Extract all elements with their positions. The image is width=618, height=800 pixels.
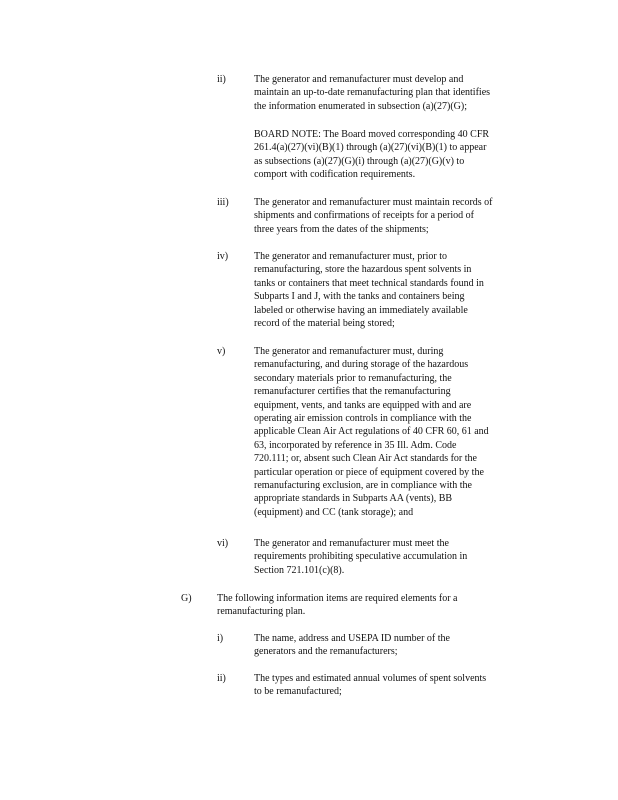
text-line: The generator and remanufacturer must, prior to <box>254 251 447 262</box>
text-line: remanufacturer certifies that the remanufacturing <box>254 386 451 398</box>
text-line: as subsections (a)(27)(G)(i) through (a)(27)(G)(v) to <box>254 155 465 167</box>
item-marker: ii) <box>217 673 226 684</box>
text-line: BOARD NOTE: The Board moved corresponding 40 CFR <box>254 129 490 140</box>
item-text <box>254 196 538 236</box>
item-text <box>254 672 530 699</box>
item-marker: vi) <box>217 538 229 549</box>
text-line: applicable Clean Air Act regulations of 40 CFR 60, 61 and <box>254 426 489 438</box>
text-line: The following information items are required elements for a <box>217 593 458 604</box>
item-text <box>254 345 538 519</box>
item-marker: iv) <box>217 251 229 262</box>
board-note <box>254 128 536 182</box>
text-line: 63, incorporated by reference in 35 Ill. Adm. Code <box>254 439 457 451</box>
text-line: (equipment) and CC (tank storage); and <box>254 506 414 518</box>
text-line: remanufacturing exclusion, are in compliance with the <box>254 480 472 492</box>
text-line: labeled or otherwise having an immediately available <box>254 304 468 316</box>
text-line: operating air emission controls in compliance with the <box>254 413 472 425</box>
item-text <box>254 537 514 577</box>
item-text <box>254 250 538 330</box>
text-line: remanufacturing plan. <box>217 606 306 618</box>
text-line: The generator and remanufacturer must maintain records of <box>254 197 493 208</box>
text-line: Subparts I and J, with the tanks and containers being <box>254 291 465 303</box>
text-line: The name, address and USEPA ID number of the <box>254 633 450 644</box>
text-line: the information enumerated in subsection (a)(27)(G); <box>254 100 467 112</box>
text-line: appropriate standards in Subparts AA (vents), BB <box>254 493 453 505</box>
text-line: record of the material being stored; <box>254 318 395 330</box>
text-line: particular operation or piece of equipment covered by the <box>254 466 484 478</box>
item-marker: ii) <box>217 74 226 85</box>
text-line: Section 721.101(c)(8). <box>254 564 345 576</box>
text-line: maintain an up-to-date remanufacturing plan that identifies <box>254 87 491 99</box>
section-text <box>217 592 513 619</box>
text-line: equipment, vents, and tanks are equipped with and are <box>254 399 472 411</box>
section-marker: G) <box>181 593 192 604</box>
item-text <box>254 632 514 659</box>
text-line: remanufacturing, and during storage of the hazardous <box>254 359 469 371</box>
text-line: secondary materials prior to remanufacturing, the <box>254 372 452 384</box>
item-marker: v) <box>217 346 226 357</box>
text-line: The generator and remanufacturer must, during <box>254 346 444 357</box>
text-line: to be remanufactured; <box>254 686 342 698</box>
text-line: tanks or containers that meet technical standards found in <box>254 277 484 289</box>
item-text <box>254 73 530 113</box>
text-line: The generator and remanufacturer must develop and <box>254 74 464 85</box>
item-marker: i) <box>217 633 224 644</box>
text-line: The types and estimated annual volumes of spent solvents <box>254 673 487 684</box>
text-line: 720.111; or, absent such Clean Air Act standards for the <box>254 453 477 465</box>
text-line: comport with codification requirements. <box>254 169 416 181</box>
text-line: requirements prohibiting speculative accumulation in <box>254 551 468 563</box>
text-line: generators and the remanufacturers; <box>254 646 398 658</box>
text-line: The generator and remanufacturer must meet the <box>254 538 449 549</box>
text-line: remanufacturing, store the hazardous spent solvents in <box>254 264 472 276</box>
text-line: 261.4(a)(27)(vi)(B)(1) through (a)(27)(vi)(B)(1) to appear <box>254 142 487 154</box>
item-marker: iii) <box>217 197 229 208</box>
text-line: shipments and confirmations of receipts for a period of <box>254 210 474 222</box>
text-line: three years from the dates of the shipments; <box>254 223 429 235</box>
